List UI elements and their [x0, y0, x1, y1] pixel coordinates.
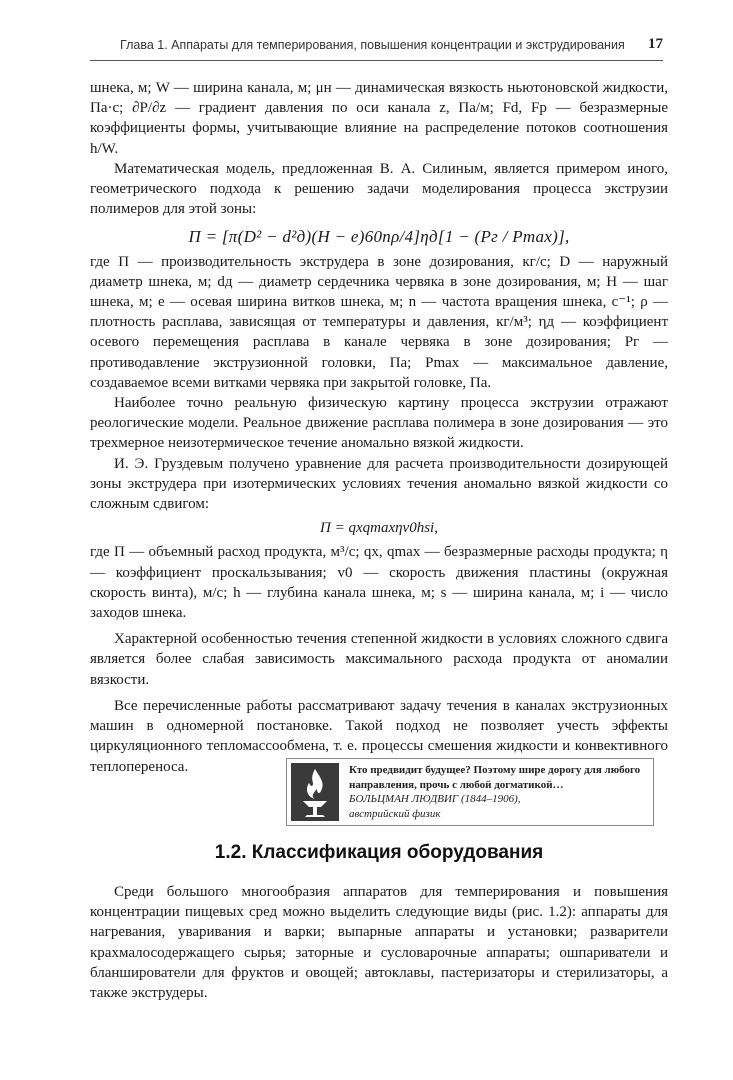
paragraph-silin-model: Математическая модель, предложенная В. А. Силиным, является примером иного, геометрического подхода к решению задачи моделирования процесса экструзии полимеров для этой зоны:	[90, 160, 668, 218]
paragraph-classification: Среди большого многообразия аппаратов для темперирования и повышения концентрации пищевых сред можно выделить следующие виды (рис. 1.2): аппараты для нагревания, уваривания и варки; выпарные аппараты и установки; разварители крахмалосодержащего сырья; заторные и сусловарочные аппараты; ошпариватели и бланширователи для фруктов и овощей; автоклавы, пастеризаторы и стерилизаторы, а также экструдеры.	[90, 884, 668, 1002]
paragraph-one-dimensional: Все перечисленные работы рассматривают задачу течения в каналах экструзионных машин в одномерной постановке. Такой подход не позволяет учесть эффекты циркуляционного тепломассообмена, т. е. процессы смешения жидкости и конвективного теплопереноса.	[90, 697, 668, 775]
page-number: 17	[648, 36, 663, 52]
quote-author: БОЛЬЦМАН ЛЮДВИГ (1844–1906),	[349, 793, 521, 805]
paragraph-continued: шнека, м; W — ширина канала, м; μн — динамическая вязкость ньютоновской жидкости, Па·с; ∂P/∂z — градиент давления по оси канала z, Па/м; Fd, Fp — безразмерные коэффициенты формы, учитывающие влияние на распределение потоков соотношения h/W.	[90, 80, 668, 157]
paragraph-gruzdev-equation: И. Э. Груздевым получено уравнение для расчета производительности дозирующей зоны экструдера при изотермических условиях течения аномально вязкой жидкости со сложным сдвигом:	[90, 455, 668, 513]
paragraph-formula1-legend: где П — производительность экструдера в зоне дозирования, кг/с; D — наружный диаметр шнека, м; dд — диаметр сердечника червяка в зоне дозирования, м; H — шаг шнека, м; e — осевая ширина витков шнека, м; n — частота вращения шнека, с⁻¹; ρ — плотность расплава, зависящая от температуры и давления, кг/м³; ηд — коэффициент осевого перемещения расплава в канале червяка в зоне дозирования; Pг — противодавление экструзионной головки, Па; Pmax — максимальное давление, создаваемое всеми витками червяка при закрытой головке, Па.	[90, 253, 668, 391]
paragraph-formula2-legend: где П — объемный расход продукта, м³/с; qx, qmax — безразмерные расходы продукта; η — коэффициент проскальзывания; v0 — скорость движения пластины (окружная скорость винта), м/с; h — глубина канала шнека, м; s — ширина канала, м; i — число заходов шнека.	[90, 544, 668, 622]
paragraph-power-law-fluid: Характерной особенностью течения степенной жидкости в условиях сложного сдвига является более слабая зависимость максимального расхода продукта от аномалии вязкости.	[90, 631, 668, 688]
paragraph-rheological-models: Наиболее точно реальную физическую картину процесса экструзии отражают реологические модели. Реальное движение расплава полимера в зоне дозирования — это трехмерное неизотермическое течение аномально вязкой жидкости.	[90, 395, 668, 452]
running-header	[90, 38, 663, 56]
flame-icon	[291, 763, 339, 821]
quote-body: Кто предвидит будущее? Поэтому шире дорогу для любого направления, прочь с любой догматикой…	[349, 764, 641, 791]
header-divider	[90, 60, 663, 61]
epigraph-box	[286, 758, 654, 826]
section-text	[90, 882, 668, 1003]
section-heading: 1.2. Классификация оборудования	[214, 842, 544, 863]
quote-author-role: австрийский физик	[349, 807, 441, 820]
epigraph-text	[349, 763, 649, 821]
chapter-title: Глава 1. Аппараты для темперирования, повышения концентрации и экструдирования	[120, 38, 625, 52]
formula-volumetric-flow: П = qxqmaxηv0hsi,	[320, 520, 438, 537]
main-text	[90, 78, 668, 777]
formula-productivity: П = [π(D² − d²д)(H − e)60nρ/4]ηд[1 − (Pг / Pmax)],	[188, 227, 570, 247]
